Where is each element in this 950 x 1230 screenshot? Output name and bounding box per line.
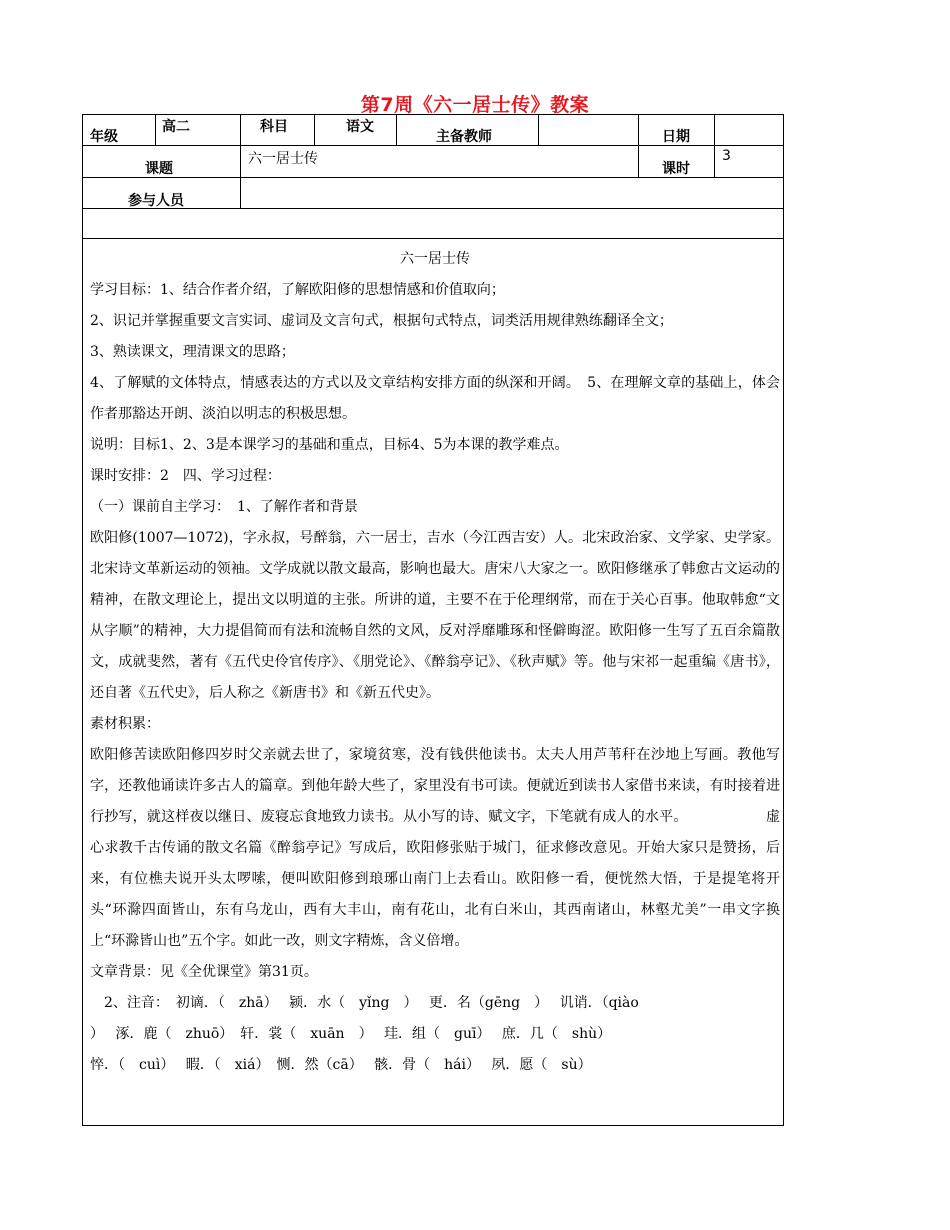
- topic-value: 六一居士传: [248, 151, 318, 167]
- participants-label: 参与人员: [128, 193, 184, 209]
- pinyin-line-2: ） 涿．鹿（ zhuō） 轩．裳（ xuān ） 珪．组（ guī） 庶．几（ shù）: [90, 1026, 612, 1042]
- col-divider: [638, 145, 639, 177]
- goal-4: 4、了解赋的文体特点，情感表达的方式以及文章结构安排方面的纵深和开阔。 5、在理解文章的基础上，体会作者那豁达开朗、淡泊以明志的积极思想。: [90, 375, 780, 422]
- goal-1: 学习目标：1、结合作者介绍，了解欧阳修的思想情感和价值取向；: [90, 282, 505, 298]
- materials-text: 欧阳修苦读欧阳修四岁时父亲就去世了，家境贫寒，没有钱供他读书。太夫人用芦苇秆在沙地上写画。教他写字，还教他诵读许多古人的篇章。到他年龄大些了，家里没有书可读。便就近到读书人家借书来读，有时接着进行抄写，就这样夜以继日、废寝忘食地致力读书。从小写的诗、赋文字，下笔就有成人的水平。 虚心求教千古传诵的散文名篇《醉翁亭记》写成后，欧阳修张贴于城门，征求修改意见。开始大家只是赞扬，后来，有位樵夫说开头太啰嗦，便叫欧阳修到琅琊山南门上去看山。欧阳修一看，便恍然大悟，于是提笔将开头“环滁四面皆山，东有乌龙山，西有大丰山，南有花山，北有白米山，其西南诸山，林壑尤美”一串文字换上“环滁皆山也”五个字。如此一改，则文字精炼，含义倍增。: [90, 747, 780, 949]
- page-title: 第7周《六一居士传》教案: [360, 94, 590, 116]
- col-divider: [638, 114, 639, 145]
- row-divider: [82, 238, 784, 239]
- teacher-label: 主备教师: [436, 129, 492, 145]
- subject-label: 科目: [260, 119, 288, 135]
- author-bio: 欧阳修(1007—1072)，字永叔，号醉翁，六一居士，吉水（今江西吉安）人。北宋政治家、文学家、史学家。北宋诗文革新运动的领袖。文学成就以散文最高，影响也最大。唐宋八大家之一。欧阳修继承了韩愈古文运动的精神，在散文理论上，提出文以明道的主张。所讲的道，主要不在于伦理纲常，而在于关心百事。他取韩愈“文从字顺”的精神，大力提倡简而有法和流畅自然的文风，反对浮靡雕琢和怪僻晦涩。欧阳修一生写了五百余篇散文，成就斐然，著有《五代史伶官传序》、《朋党论》、《醉翁亭记》、《秋声赋》等。他与宋祁一起重编《唐书》，还自著《五代史》，后人称之《新唐书》和《新五代史》。: [90, 530, 780, 701]
- lesson-content: [90, 244, 780, 1081]
- hours-label: 课时: [662, 161, 690, 177]
- col-divider: [240, 145, 241, 177]
- pinyin-line-1: 2、注音： 初谪．（ zhā） 颍．水（ yǐng ） 更．名（gēng ） 讥诮．（qiào: [90, 995, 639, 1011]
- grade-value: 高二: [162, 119, 190, 135]
- hours-value: 3: [722, 148, 731, 164]
- date-label: 日期: [662, 129, 690, 145]
- col-divider: [240, 114, 241, 145]
- goal-2: 2、识记并掌握重要文言实词、虚词及文言句式，根据句式特点，词类活用规律熟练翻译全文；: [90, 313, 673, 329]
- col-divider: [538, 114, 539, 145]
- pinyin-line-3: 悴．（ cuì） 暇．（ xiá） 恻．然（cā） 骸．骨（ hái） 夙．愿（ sù）: [90, 1057, 592, 1073]
- col-divider: [155, 114, 156, 145]
- grade-label: 年级: [90, 129, 118, 145]
- topic-label: 课题: [145, 161, 173, 177]
- col-divider: [314, 114, 315, 145]
- col-divider: [714, 114, 715, 145]
- content-heading: 六一居士传: [400, 251, 470, 267]
- col-divider: [240, 177, 241, 208]
- col-divider: [714, 145, 715, 177]
- col-divider: [396, 114, 397, 145]
- row-divider: [82, 208, 784, 209]
- note: 说明：目标1、2、3是本课学习的基础和重点，目标4、5为本课的教学难点。: [90, 437, 569, 453]
- background: 文章背景：见《全优课堂》第31页。: [90, 964, 318, 980]
- materials-label: 素材积累：: [90, 716, 160, 732]
- schedule: 课时安排：2 四、学习过程：: [90, 468, 281, 484]
- goal-3: 3、熟读课文，理清课文的思路；: [90, 344, 295, 360]
- section-1-heading: （一）课前自主学习： 1、了解作者和背景: [90, 499, 358, 515]
- subject-value: 语文: [346, 119, 374, 135]
